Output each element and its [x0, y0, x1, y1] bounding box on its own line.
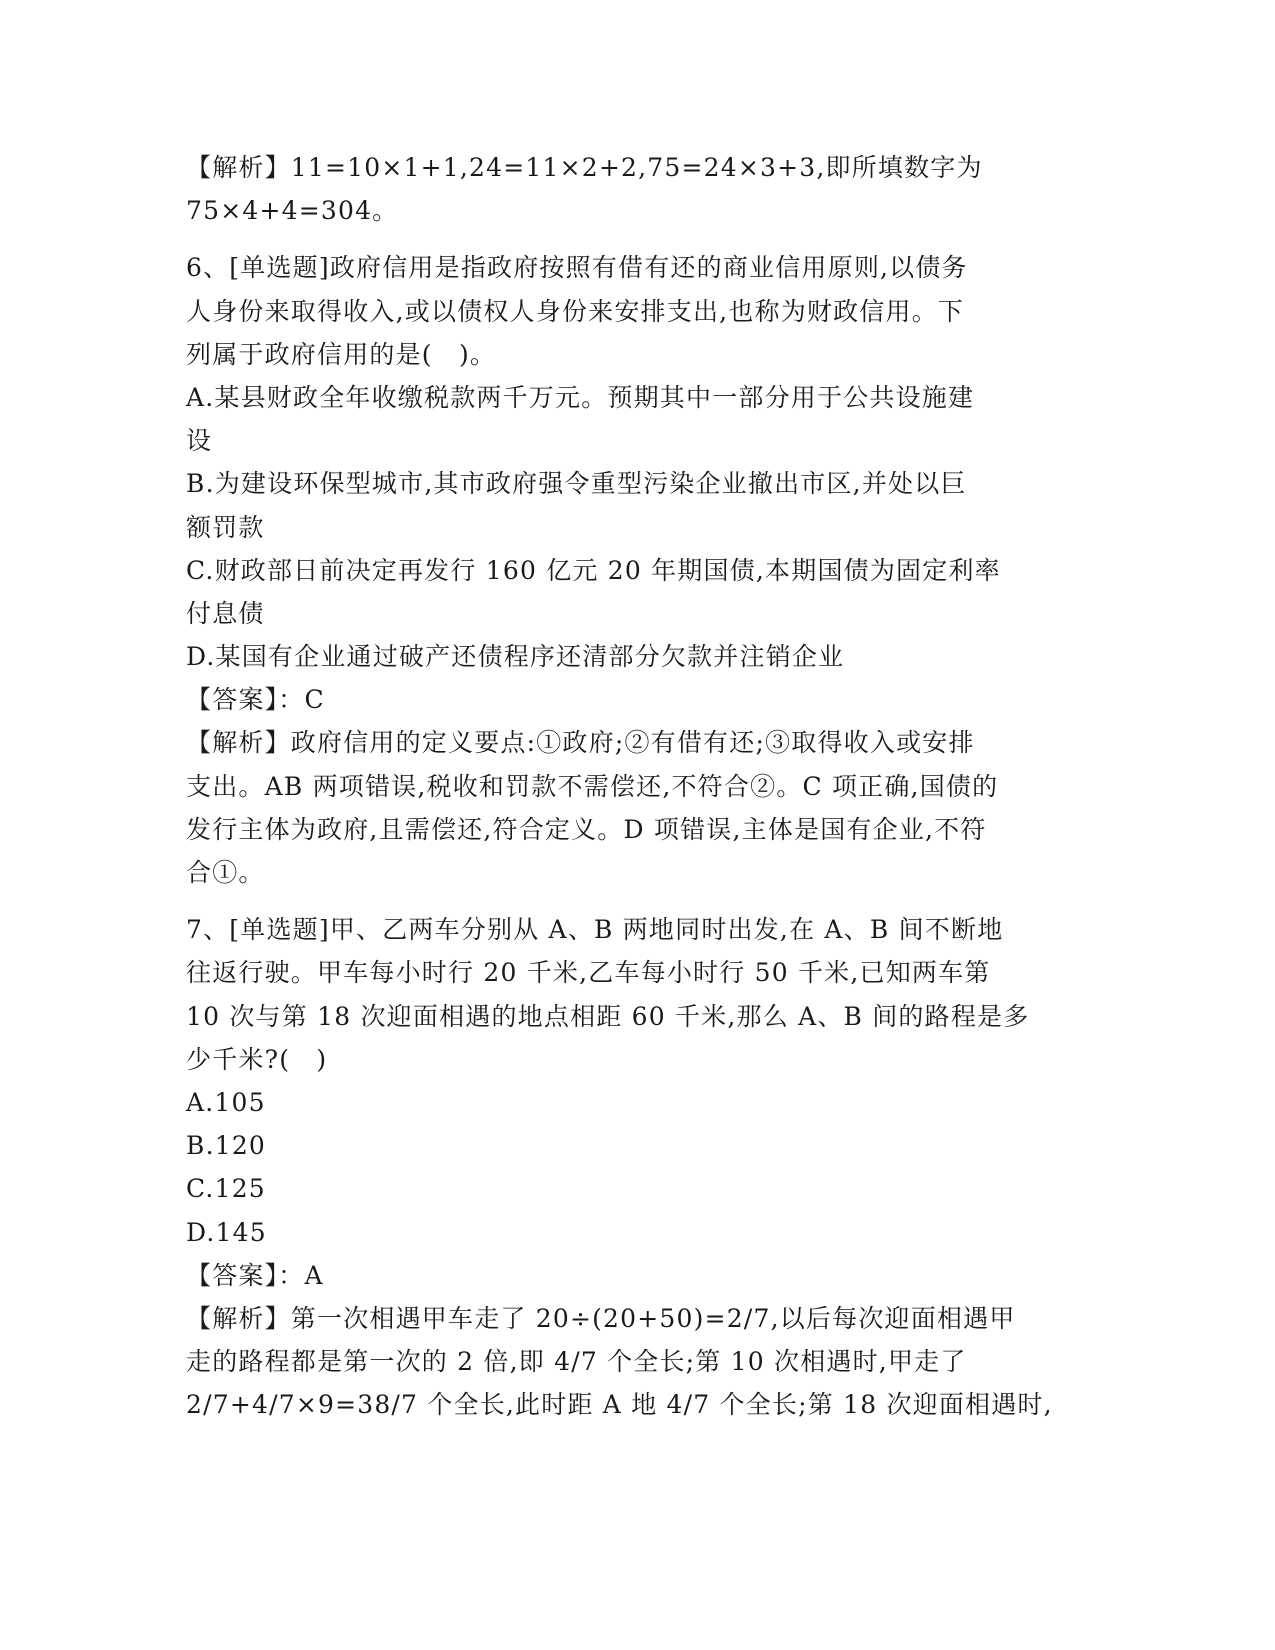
option-line: 额罚款 [186, 512, 265, 542]
option-line: B.为建设环保型城市,其市政府强令重型污染企业撤出市区,并处以巨 [186, 469, 967, 499]
stem-line: 7、[单选题]甲、乙两车分别从 A、B 两地同时出发,在 A、B 间不断地 [186, 915, 1004, 945]
document-body [186, 146, 1086, 1426]
analysis-line: 【解析】11=10×1+1,24=11×2+2,75=24×3+3,即所填数字为 [186, 153, 983, 182]
answer: 【答案】：A [186, 1260, 324, 1290]
stem-line: 10 次与第 18 次迎面相遇的地点相距 60 千米,那么 A、B 间的路程是多 [186, 1001, 1030, 1031]
option-b [186, 462, 1086, 548]
analysis [186, 1297, 1086, 1427]
option-a [186, 376, 1086, 462]
analysis-line: 【解析】第一次相遇甲车走了 20÷(20+50)=2/7,以后每次迎面相遇甲 [186, 1303, 1016, 1333]
question-7 [186, 908, 1086, 1426]
question-6 [186, 246, 1086, 894]
option-line: A.某县财政全年收缴税款两千万元。预期其中一部分用于公共设施建 [186, 382, 975, 412]
analysis-line: 【解析】政府信用的定义要点:①政府;②有借有还;③取得收入或安排 [186, 728, 975, 758]
stem-line: 往返行驶。甲车每小时行 20 千米,乙车每小时行 50 千米,已知两车第 [186, 958, 991, 988]
option-line: 设 [186, 426, 213, 456]
option-d: D.145 [186, 1217, 267, 1247]
stem-line: 人身份来取得收入,或以债权人身份来安排支出,也称为财政信用。下 [186, 296, 965, 326]
question-stem [186, 908, 1086, 1081]
stem-line: 少千米?( ) [186, 1044, 328, 1074]
analysis-line: 合①。 [186, 858, 265, 887]
option-d [186, 635, 1086, 678]
analysis-line: 支出。AB 两项错误,税收和罚款不需偿还,不符合②。C 项正确,国债的 [186, 771, 999, 801]
answer: 【答案】：C [186, 685, 325, 715]
analysis-line: 2/7+4/7×9=38/7 个全长,此时距 A 地 4/7 个全长;第 18 次迎面相遇时, [186, 1390, 1053, 1420]
question-stem [186, 246, 1086, 376]
option-c: C.125 [186, 1174, 266, 1204]
analysis-line: 75×4+4=304。 [186, 196, 399, 226]
stem-line: 列属于政府信用的是( )。 [186, 339, 497, 369]
analysis-line: 走的路程都是第一次的 2 倍,即 4/7 个全长;第 10 次相遇时,甲走了 [186, 1347, 967, 1377]
analysis [186, 721, 1086, 894]
analysis-line: 发行主体为政府,且需偿还,符合定义。D 项错误,主体是国有企业,不符 [186, 814, 987, 844]
stem-line: 6、[单选题]政府信用是指政府按照有借有还的商业信用原则,以债务 [186, 253, 968, 283]
option-c [186, 549, 1086, 635]
option-line: C.财政部日前决定再发行 160 亿元 20 年期国债,本期国债为固定利率 [186, 555, 1001, 585]
option-line: D.某国有企业通过破产还债程序还清部分欠款并注销企业 [186, 642, 845, 672]
option-line: 付息债 [186, 598, 265, 628]
prev-analysis [186, 146, 1086, 232]
option-b: B.120 [186, 1131, 267, 1161]
option-a: A.105 [186, 1087, 266, 1117]
